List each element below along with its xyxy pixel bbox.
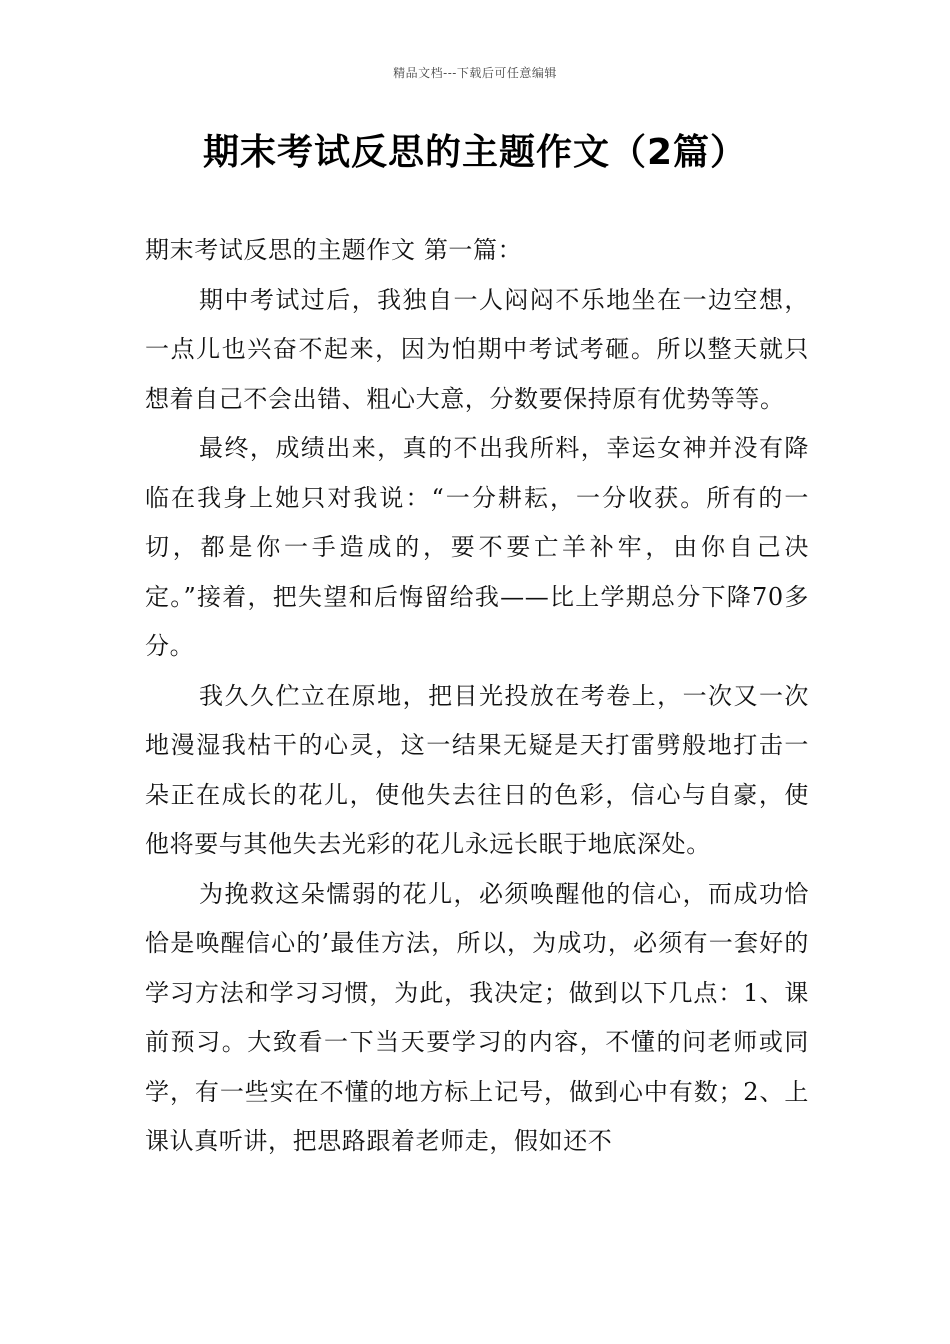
- paragraph-4: 为挽救这朵懦弱的花儿，必须唤醒他的信心，而成功恰恰是唤醒信心的’最佳方法，所以，为成功，必须有一套好的学习方法和学习习惯，为此，我决定；做到以下几点：1、课前预习。大致看一下当天要学习的内容，不懂的问老师或同学，有一些实在不懂的地方标上记号，做到心中有数；2、上课认真听讲，把思路跟着老师走，假如还不: [145, 879, 809, 1155]
- document-title: 期末考试反思的主题作文（2篇）: [202, 132, 748, 173]
- paragraph-1: 期中考试过后，我独自一人闷闷不乐地坐在一边空想，一点儿也兴奋不起来，因为怕期中考试考砸。所以整天就只想着自己不会出错、粗心大意，分数要保持原有优势等等。: [145, 285, 809, 413]
- section-heading: 期末考试反思的主题作文 第一篇：: [145, 236, 523, 264]
- paragraph-2: 最终，成绩出来，真的不出我所料，幸运女神并没有降临在我身上她只对我说：“一分耕耘，一分收获。所有的一切，都是你一手造成的，要不要亡羊补牢，由你自己决定。”接着，把失望和后悔留给我——比上学期总分下降70多分。: [145, 434, 809, 660]
- document-body: [145, 226, 809, 1167]
- paragraph-3: 我久久伫立在原地，把目光投放在考卷上，一次又一次地漫湿我枯干的心灵，这一结果无疑是天打雷劈般地打击一朵正在成长的花儿，使他失去往日的色彩，信心与自豪，使他将要与其他失去光彩的花儿永远长眠于地底深处。: [145, 681, 809, 858]
- header-note: 精品文档---下载后可任意编辑: [393, 66, 557, 80]
